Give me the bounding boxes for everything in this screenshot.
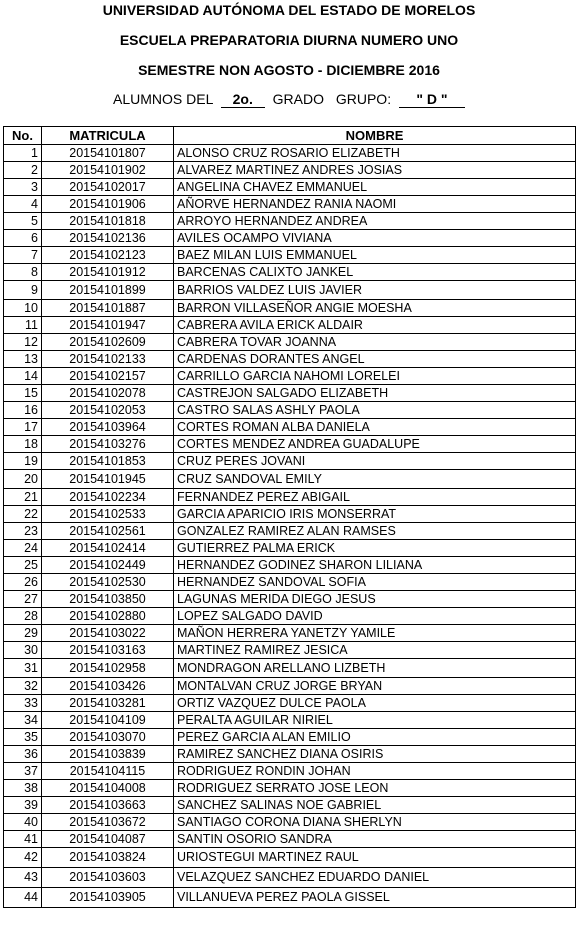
- row-matricula: 20154102133: [42, 351, 174, 368]
- row-matricula: 20154102017: [42, 179, 174, 196]
- row-number: 30: [4, 642, 42, 659]
- row-matricula: 20154101887: [42, 300, 174, 317]
- school-title: ESCUELA PREPARATORIA DIURNA NUMERO UNO: [119, 32, 459, 48]
- row-matricula: 20154102078: [42, 385, 174, 402]
- table-row: [4, 281, 576, 300]
- row-matricula: 20154102234: [42, 489, 174, 506]
- grade-label: GRADO: [272, 91, 324, 107]
- row-nombre: GARCIA APARICIO IRIS MONSERRAT: [174, 506, 576, 523]
- table-row: [4, 436, 576, 453]
- table-row: [4, 540, 576, 557]
- table-row: [4, 453, 576, 470]
- row-matricula: 20154103964: [42, 419, 174, 436]
- row-nombre: RAMIREZ SANCHEZ DIANA OSIRIS: [174, 746, 576, 763]
- row-number: 3: [4, 179, 42, 196]
- table-row: [4, 230, 576, 247]
- row-nombre: CABRERA AVILA ERICK ALDAIR: [174, 317, 576, 334]
- row-number: 21: [4, 489, 42, 506]
- row-nombre: CASTRO SALAS ASHLY PAOLA: [174, 402, 576, 419]
- row-matricula: 20154101853: [42, 453, 174, 470]
- row-number: 23: [4, 523, 42, 540]
- row-matricula: 20154102533: [42, 506, 174, 523]
- row-matricula: 20154103276: [42, 436, 174, 453]
- row-matricula: 20154101902: [42, 162, 174, 179]
- row-matricula: 20154103426: [42, 678, 174, 695]
- table-row: [4, 213, 576, 230]
- row-matricula: 20154102053: [42, 402, 174, 419]
- row-number: 14: [4, 368, 42, 385]
- row-matricula: 20154102414: [42, 540, 174, 557]
- table-row: [4, 608, 576, 625]
- row-number: 12: [4, 334, 42, 351]
- row-matricula: 20154101912: [42, 264, 174, 281]
- table-row: [4, 797, 576, 814]
- row-nombre: PEREZ GARCIA ALAN EMILIO: [174, 729, 576, 746]
- table-row: [4, 419, 576, 436]
- group-label: GRUPO:: [335, 91, 392, 107]
- row-nombre: AVILES OCAMPO VIVIANA: [174, 230, 576, 247]
- row-nombre: HERNANDEZ SANDOVAL SOFIA: [174, 574, 576, 591]
- table-row: [4, 814, 576, 831]
- row-nombre: CRUZ PERES JOVANI: [174, 453, 576, 470]
- row-number: 13: [4, 351, 42, 368]
- row-number: 37: [4, 763, 42, 780]
- table-row: [4, 470, 576, 489]
- table-row: [4, 695, 576, 712]
- row-matricula: 20154102136: [42, 230, 174, 247]
- student-list-table: [3, 126, 576, 908]
- row-number: 5: [4, 213, 42, 230]
- row-nombre: CORTES ROMAN ALBA DANIELA: [174, 419, 576, 436]
- table-row: [4, 334, 576, 351]
- table-row: [4, 763, 576, 780]
- row-number: 42: [4, 848, 42, 868]
- row-matricula: 20154101947: [42, 317, 174, 334]
- table-row: [4, 868, 576, 888]
- university-title: UNIVERSIDAD AUTÓNOMA DEL ESTADO DE MORELOS: [102, 2, 476, 18]
- row-nombre: ALVAREZ MARTINEZ ANDRES JOSIAS: [174, 162, 576, 179]
- row-nombre: CORTES MENDEZ ANDREA GUADALUPE: [174, 436, 576, 453]
- table-row: [4, 831, 576, 848]
- table-row: [4, 888, 576, 908]
- column-header-matricula: MATRICULA: [42, 127, 174, 145]
- row-number: 31: [4, 659, 42, 678]
- row-matricula: 20154103839: [42, 746, 174, 763]
- row-matricula: 20154102958: [42, 659, 174, 678]
- row-matricula: 20154101945: [42, 470, 174, 489]
- row-number: 19: [4, 453, 42, 470]
- row-nombre: ANGELINA CHAVEZ EMMANUEL: [174, 179, 576, 196]
- table-row: [4, 642, 576, 659]
- table-row: [4, 196, 576, 213]
- row-number: 27: [4, 591, 42, 608]
- row-nombre: ORTIZ VAZQUEZ DULCE PAOLA: [174, 695, 576, 712]
- table-header-row: [4, 127, 576, 145]
- row-matricula: 20154101899: [42, 281, 174, 300]
- row-number: 10: [4, 300, 42, 317]
- table-body: [4, 145, 576, 908]
- column-header-nombre: NOMBRE: [174, 127, 576, 145]
- row-number: 38: [4, 780, 42, 797]
- row-matricula: 20154103824: [42, 848, 174, 868]
- row-nombre: GONZALEZ RAMIREZ ALAN RAMSES: [174, 523, 576, 540]
- table-row: [4, 848, 576, 868]
- row-nombre: CABRERA TOVAR JOANNA: [174, 334, 576, 351]
- row-number: 20: [4, 470, 42, 489]
- table-row: [4, 264, 576, 281]
- row-number: 43: [4, 868, 42, 888]
- row-nombre: RODRIGUEZ RONDIN JOHAN: [174, 763, 576, 780]
- row-number: 11: [4, 317, 42, 334]
- row-number: 33: [4, 695, 42, 712]
- row-number: 40: [4, 814, 42, 831]
- row-matricula: 20154103663: [42, 797, 174, 814]
- row-matricula: 20154104109: [42, 712, 174, 729]
- row-number: 41: [4, 831, 42, 848]
- row-number: 9: [4, 281, 42, 300]
- row-number: 18: [4, 436, 42, 453]
- table-row: [4, 402, 576, 419]
- row-matricula: 20154102449: [42, 557, 174, 574]
- row-nombre: URIOSTEGUI MARTINEZ RAUL: [174, 848, 576, 868]
- row-number: 16: [4, 402, 42, 419]
- row-matricula: 20154103905: [42, 888, 174, 908]
- table-row: [4, 317, 576, 334]
- row-number: 28: [4, 608, 42, 625]
- row-nombre: CASTREJON SALGADO ELIZABETH: [174, 385, 576, 402]
- group-info-line: [0, 90, 578, 108]
- row-matricula: 20154101818: [42, 213, 174, 230]
- row-nombre: LAGUNAS MERIDA DIEGO JESUS: [174, 591, 576, 608]
- table-row: [4, 351, 576, 368]
- row-nombre: SANTIAGO CORONA DIANA SHERLYN: [174, 814, 576, 831]
- table-row: [4, 780, 576, 797]
- row-matricula: 20154104087: [42, 831, 174, 848]
- table-row: [4, 523, 576, 540]
- row-matricula: 20154102561: [42, 523, 174, 540]
- row-number: 1: [4, 145, 42, 162]
- table-row: [4, 678, 576, 695]
- row-nombre: RODRIGUEZ SERRATO JOSE LEON: [174, 780, 576, 797]
- row-matricula: 20154103022: [42, 625, 174, 642]
- row-matricula: 20154102880: [42, 608, 174, 625]
- table-row: [4, 591, 576, 608]
- table-row: [4, 385, 576, 402]
- row-matricula: 20154103672: [42, 814, 174, 831]
- table-row: [4, 145, 576, 162]
- row-number: 29: [4, 625, 42, 642]
- row-nombre: MONTALVAN CRUZ JORGE BRYAN: [174, 678, 576, 695]
- row-number: 34: [4, 712, 42, 729]
- row-matricula: 20154102123: [42, 247, 174, 264]
- row-number: 25: [4, 557, 42, 574]
- row-matricula: 20154104115: [42, 763, 174, 780]
- table-row: [4, 162, 576, 179]
- table-row: [4, 729, 576, 746]
- row-nombre: BAEZ MILAN LUIS EMMANUEL: [174, 247, 576, 264]
- row-number: 32: [4, 678, 42, 695]
- row-number: 36: [4, 746, 42, 763]
- row-nombre: SANTIN OSORIO SANDRA: [174, 831, 576, 848]
- row-number: 44: [4, 888, 42, 908]
- table-row: [4, 659, 576, 678]
- row-number: 22: [4, 506, 42, 523]
- table-row: [4, 179, 576, 196]
- row-nombre: BARCENAS CALIXTO JANKEL: [174, 264, 576, 281]
- row-matricula: 20154102157: [42, 368, 174, 385]
- row-matricula: 20154103603: [42, 868, 174, 888]
- row-number: 17: [4, 419, 42, 436]
- students-label: ALUMNOS DEL: [113, 91, 213, 107]
- row-nombre: CARRILLO GARCIA NAHOMI LORELEI: [174, 368, 576, 385]
- table-row: [4, 368, 576, 385]
- row-number: 8: [4, 264, 42, 281]
- table-row: [4, 506, 576, 523]
- row-nombre: LOPEZ SALGADO DAVID: [174, 608, 576, 625]
- row-matricula: 20154102530: [42, 574, 174, 591]
- row-nombre: PERALTA AGUILAR NIRIEL: [174, 712, 576, 729]
- row-matricula: 20154101906: [42, 196, 174, 213]
- row-nombre: VELAZQUEZ SANCHEZ EDUARDO DANIEL: [174, 868, 576, 888]
- row-matricula: 20154101807: [42, 145, 174, 162]
- grade-value: 2o.: [221, 92, 265, 108]
- row-matricula: 20154103281: [42, 695, 174, 712]
- row-number: 6: [4, 230, 42, 247]
- row-nombre: FERNANDEZ PEREZ ABIGAIL: [174, 489, 576, 506]
- table-row: [4, 557, 576, 574]
- row-matricula: 20154103070: [42, 729, 174, 746]
- row-nombre: ALONSO CRUZ ROSARIO ELIZABETH: [174, 145, 576, 162]
- row-matricula: 20154103163: [42, 642, 174, 659]
- table-row: [4, 746, 576, 763]
- row-number: 26: [4, 574, 42, 591]
- row-matricula: 20154104008: [42, 780, 174, 797]
- row-number: 7: [4, 247, 42, 264]
- row-nombre: GUTIERREZ PALMA ERICK: [174, 540, 576, 557]
- row-nombre: BARRON VILLASEÑOR ANGIE MOESHA: [174, 300, 576, 317]
- table-row: [4, 574, 576, 591]
- column-header-no: No.: [4, 127, 42, 145]
- table-row: [4, 712, 576, 729]
- row-nombre: BARRIOS VALDEZ LUIS JAVIER: [174, 281, 576, 300]
- row-number: 35: [4, 729, 42, 746]
- group-value: " D ": [399, 92, 465, 108]
- row-number: 4: [4, 196, 42, 213]
- table-row: [4, 489, 576, 506]
- table-row: [4, 247, 576, 264]
- row-nombre: HERNANDEZ GODINEZ SHARON LILIANA: [174, 557, 576, 574]
- row-matricula: 20154103850: [42, 591, 174, 608]
- row-nombre: SANCHEZ SALINAS NOE GABRIEL: [174, 797, 576, 814]
- row-nombre: CARDENAS DORANTES ANGEL: [174, 351, 576, 368]
- semester-title: SEMESTRE NON AGOSTO - DICIEMBRE 2016: [138, 62, 440, 78]
- row-nombre: VILLANUEVA PEREZ PAOLA GISSEL: [174, 888, 576, 908]
- row-nombre: AÑORVE HERNANDEZ RANIA NAOMI: [174, 196, 576, 213]
- row-nombre: MAÑON HERRERA YANETZY YAMILE: [174, 625, 576, 642]
- row-number: 2: [4, 162, 42, 179]
- table-row: [4, 300, 576, 317]
- row-nombre: MONDRAGON ARELLANO LIZBETH: [174, 659, 576, 678]
- row-nombre: MARTINEZ RAMIREZ JESICA: [174, 642, 576, 659]
- row-nombre: ARROYO HERNANDEZ ANDREA: [174, 213, 576, 230]
- row-nombre: CRUZ SANDOVAL EMILY: [174, 470, 576, 489]
- row-number: 24: [4, 540, 42, 557]
- row-number: 15: [4, 385, 42, 402]
- row-matricula: 20154102609: [42, 334, 174, 351]
- table-row: [4, 625, 576, 642]
- row-number: 39: [4, 797, 42, 814]
